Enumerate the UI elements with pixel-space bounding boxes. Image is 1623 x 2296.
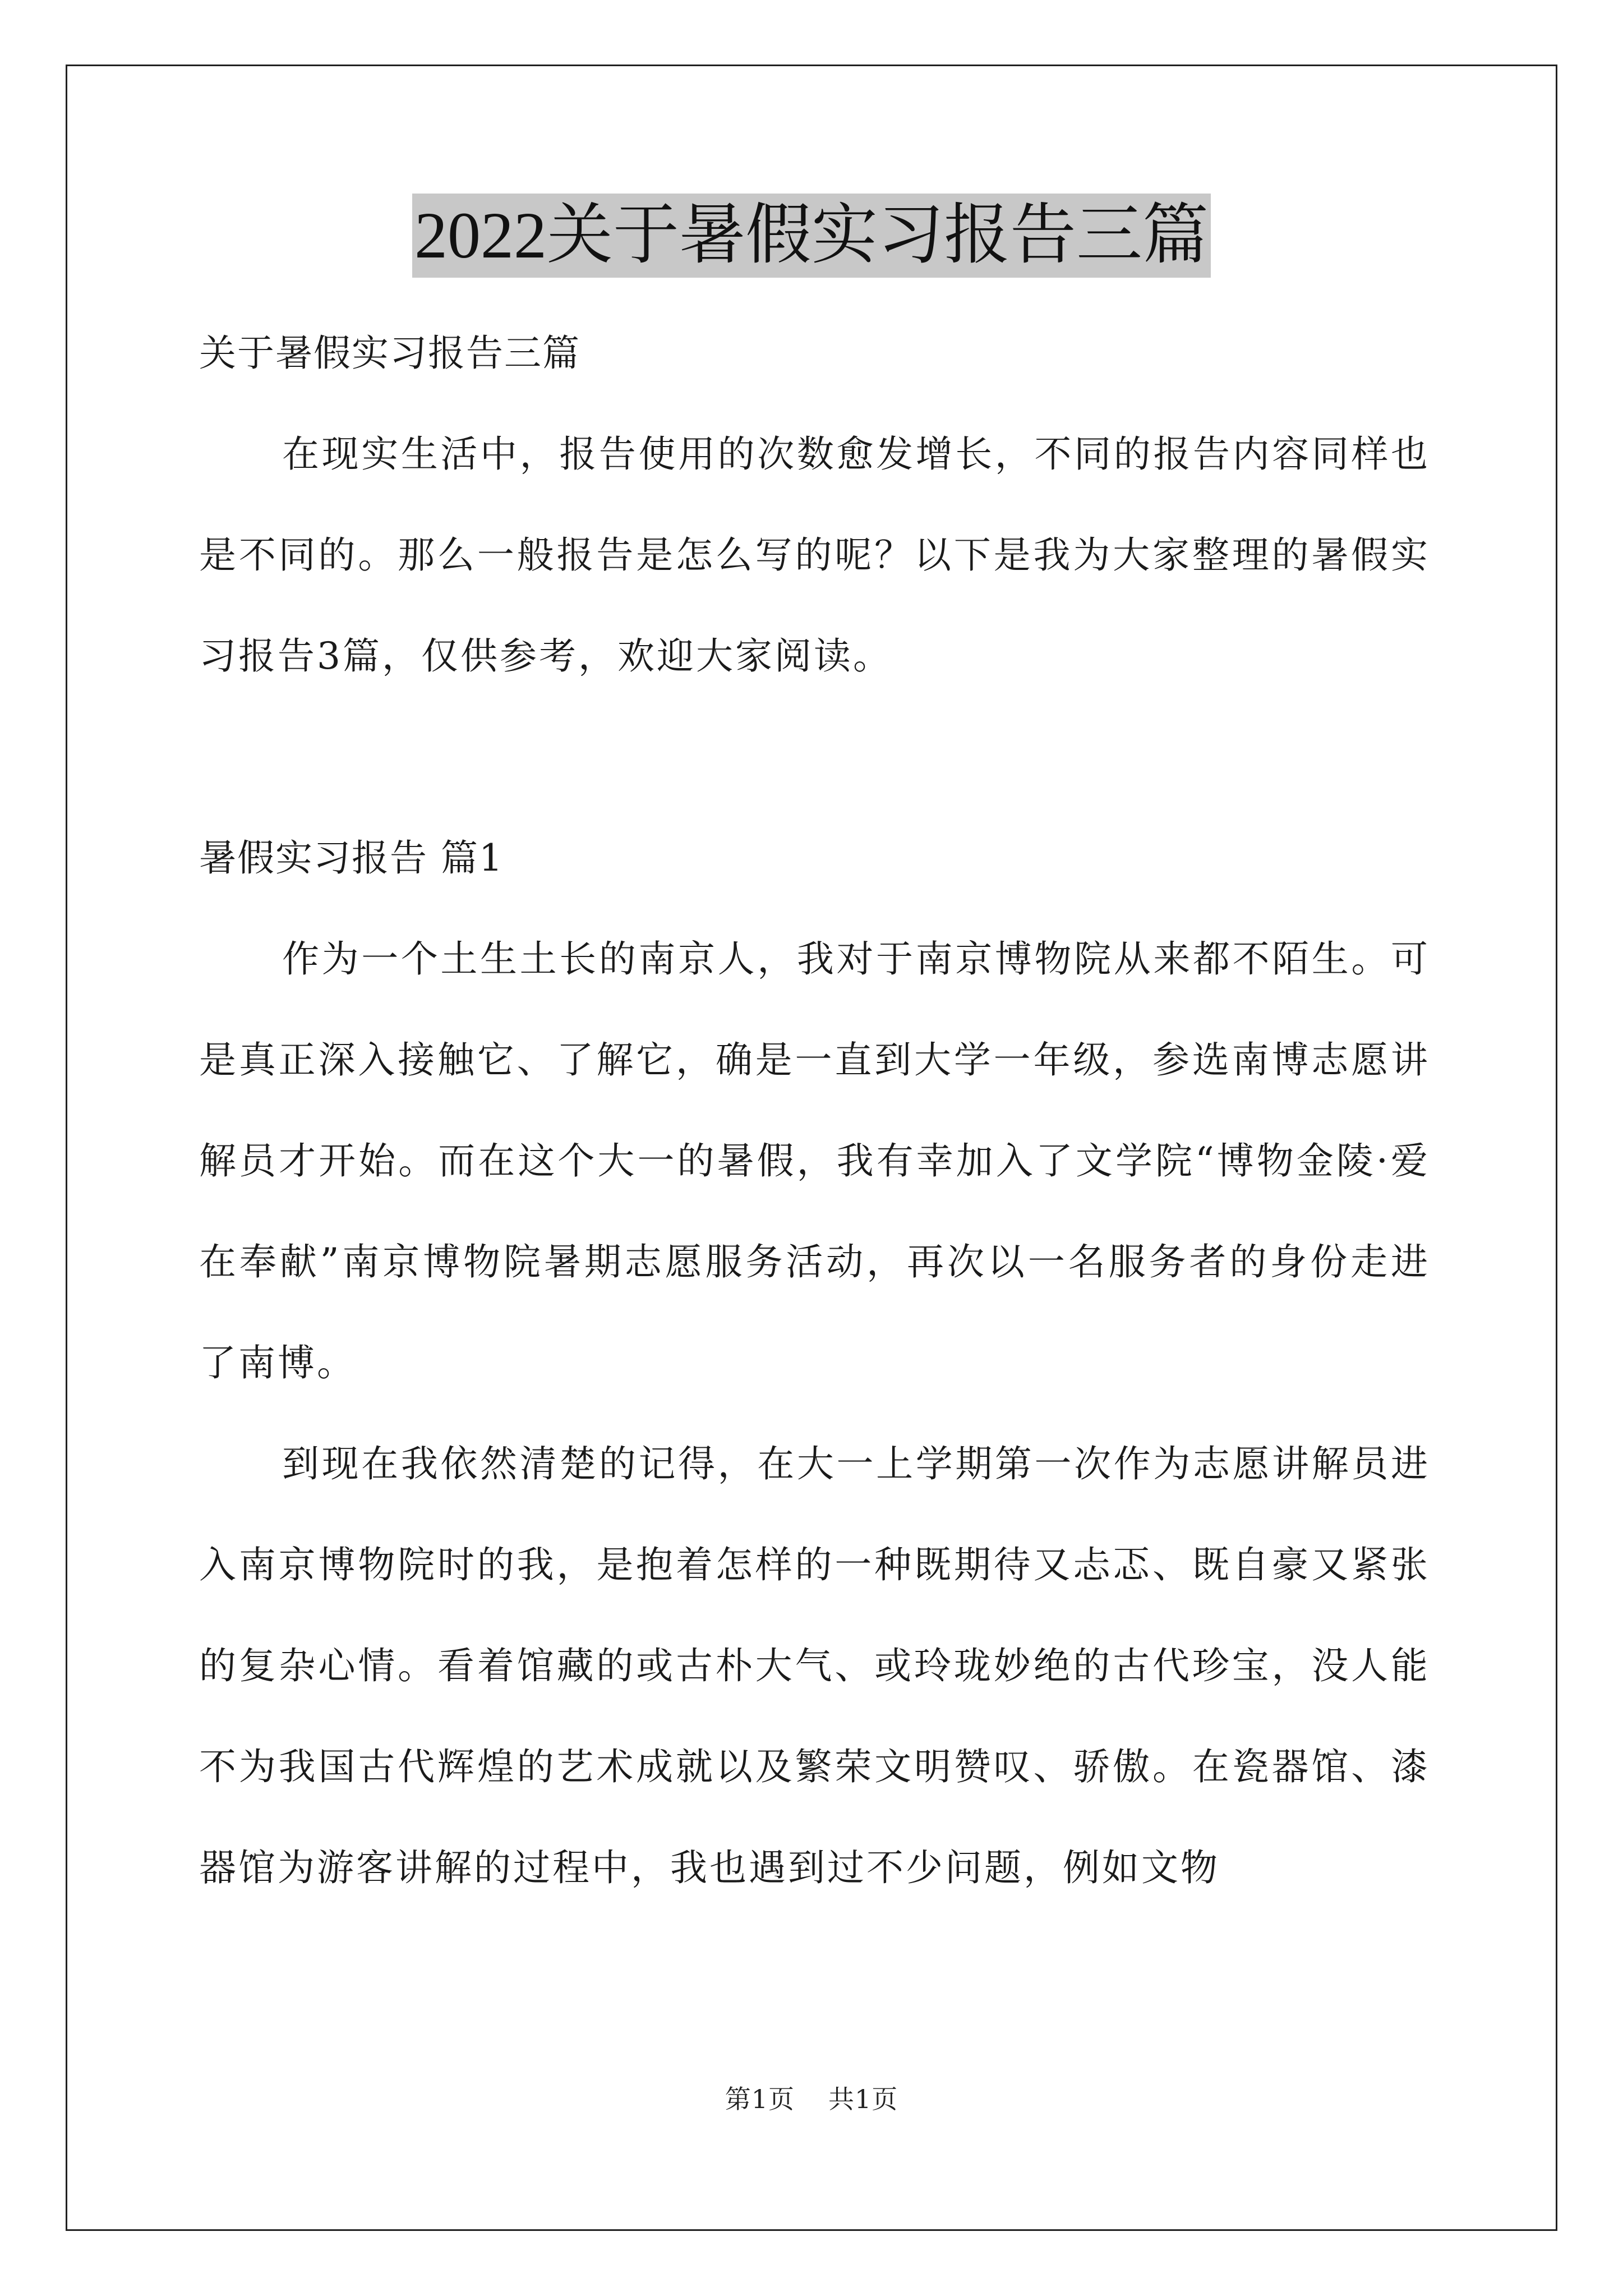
section-spacer [199,707,1430,808]
section-heading: 暑假实习报告 篇1 [199,836,504,880]
title-container [0,194,1623,278]
body-paragraph-2: 到现在我依然清楚的记得，在大一上学期第一次作为志愿讲解员进入南京博物院时的我，是抱着怎样的一种既期待又忐忑、既自豪又紧张的复杂心情。看着馆藏的或古朴大气、或玲珑妙绝的古代珍宝，没人能不为我国古代辉煌的艺术成就以及繁荣文明赞叹、骄傲。在瓷器馆、漆器馆为游客讲解的过程中，我也遇到过不少问题，例如文物 [199,1442,1430,1889]
document-body [199,303,1430,1918]
page-number-total: 共1页 [828,2084,898,2114]
body-paragraph-1: 作为一个土生土长的南京人，我对于南京博物院从来都不陌生。可是真正深入接触它、了解它，确是一直到大学一年级，参选南博志愿讲解员才开始。而在这个大一的暑假，我有幸加入了文学院“博物金陵·爱在奉献”南京博物院暑期志愿服务活动，再次以一名服务者的身份走进了南博。 [199,937,1430,1384]
page-number-current: 第1页 [725,2084,795,2114]
document-subtitle: 关于暑假实习报告三篇 [199,332,580,375]
intro-paragraph: 在现实生活中，报告使用的次数愈发增长，不同的报告内容同样也是不同的。那么一般报告是怎么写的呢？以下是我为大家整理的暑假实习报告3篇，仅供参考，欢迎大家阅读。 [199,432,1430,678]
page-footer [0,2082,1623,2116]
document-title: 2022关于暑假实习报告三篇 [412,194,1211,278]
